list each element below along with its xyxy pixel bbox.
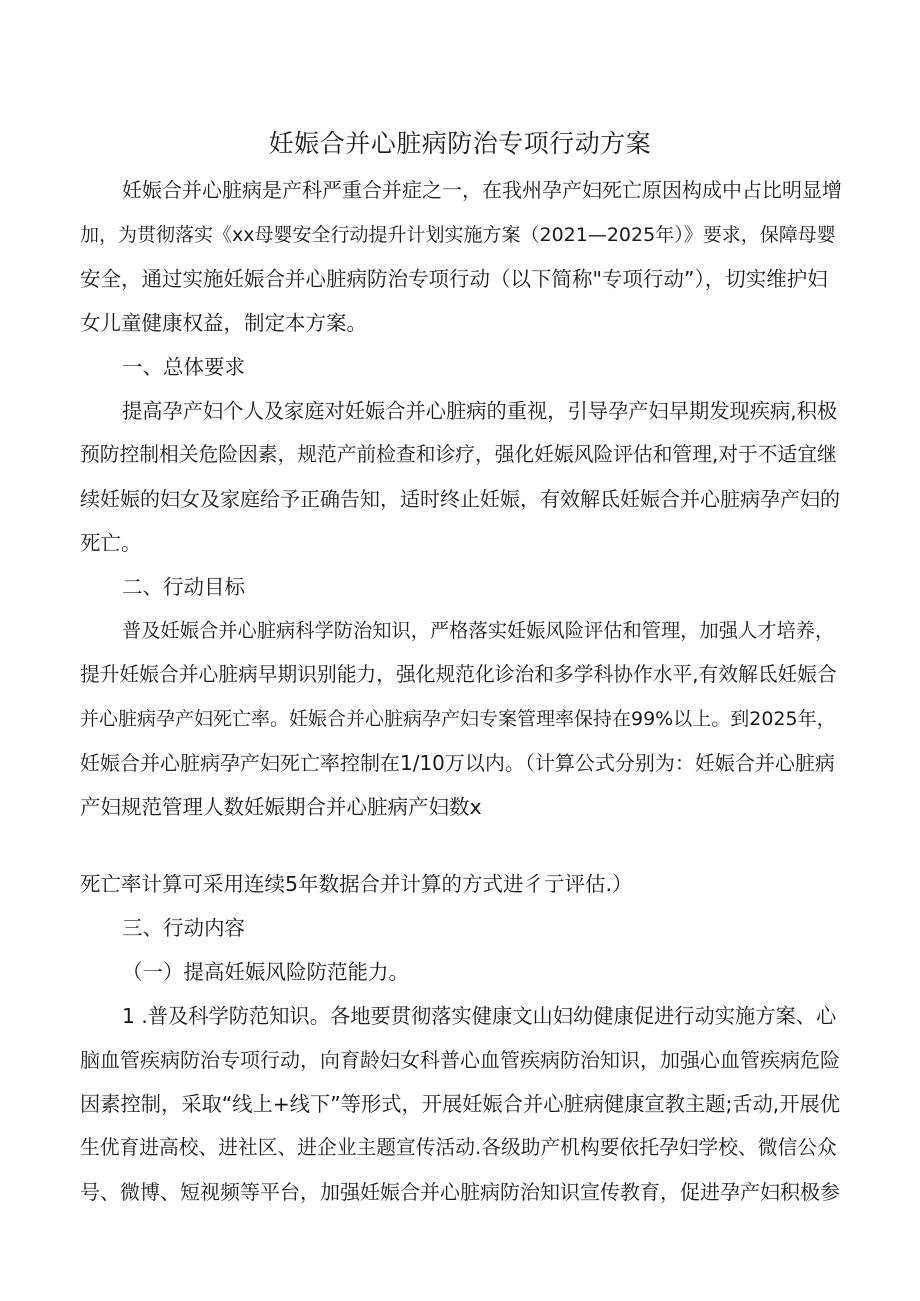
section-1-line-1: 提高孕产妇个人及家庭对妊娠合并心脏病的重视，引导孕产妇早期发现疾病,积极 [122,399,838,423]
document-title: 妊娠合并心脏病防治专项行动方案 [268,129,652,158]
section-1-heading: 一、总体要求 [122,355,245,379]
section-1-line-2: 预防控制相关危险因素，规范产前检查和诊疗，强化妊娠风险评估和管理,对于不适宜继 [80,443,837,466]
section-3-heading: 三、行动内容 [122,916,245,940]
section-2-tail: 死亡率计算可采用连续5年数据合并计算的方式进彳亍评估.） [80,872,633,896]
intro-line-3: 安全，通过实施妊娠合并心脏病防治专项行动（以下简称"专项行动”），切实维护妇 [80,267,828,291]
item-1-line-3: 因素控制，采取“线上+线下”等形式，开展妊娠合并心脏病健康宣教主题;舌动,开展优 [80,1092,840,1116]
section-2-line-4: 妊娠合并心脏病孕产妇死亡率控制在1/10万以内。（计算公式分别为：妊娠合并心脏病 [80,751,835,775]
item-1-line-5: 号、微博、短视频等平台，加强妊娠合并心脏病防治知识宣传教育，促进孕产妇积极参 [80,1180,840,1204]
intro-line-4: 女儿童健康权益，制定本方案。 [80,311,367,335]
item-1-line-2: 脑血管疾病防治专项行动，向育龄妇女科普心血管疾病防治知识，加强心血管疾病危险 [80,1048,840,1072]
item-1-line-1: 1 .普及科学防范知识。各地要贯彻落实健康文山妇幼健康促进行动实施方案、心 [122,1004,837,1028]
section-2-heading: 二、行动目标 [122,575,245,599]
intro-line-1: 妊娠合并心脏病是产科严重合并症之一，在我州孕产妇死亡原因构成中占比明显增 [122,178,842,202]
section-2-line-5: 产妇规范管理人数妊娠期合并心脏病产妇数x [80,795,482,819]
section-2-line-1: 普及妊娠合并心脏病科学防治知识，严格落实妊娠风险评估和管理，加强人才培养， [122,619,835,642]
intro-line-2: 加，为贯彻落实《xx母婴安全行动提升计划实施方案（2021—2025年）》要求，保障母婴 [80,224,836,246]
section-1-line-4: 死亡。 [80,531,142,555]
section-2-line-2: 提升妊娠合并心脏病早期识别能力，强化规范化诊治和多学科协作水平,有效解氐妊娠合 [80,663,837,686]
section-1-line-3: 续妊娠的妇女及家庭给予正确告知，适时终止妊娠，有效解氐妊娠合并心脏病孕产妇的 [80,487,840,511]
section-2-line-3: 并心脏病孕产妇死亡率。妊娠合并心脏病孕产妇专案管理率保持在99%以上。到2025年， [80,708,836,730]
subsection-1-heading: （一）提高妊娠风险防范能力。 [122,960,409,984]
item-1-line-4: 生优育进高校、进社区、进企业主题宣传活动.各级助产机构要依托孕妇学校、微信公众 [80,1136,837,1159]
